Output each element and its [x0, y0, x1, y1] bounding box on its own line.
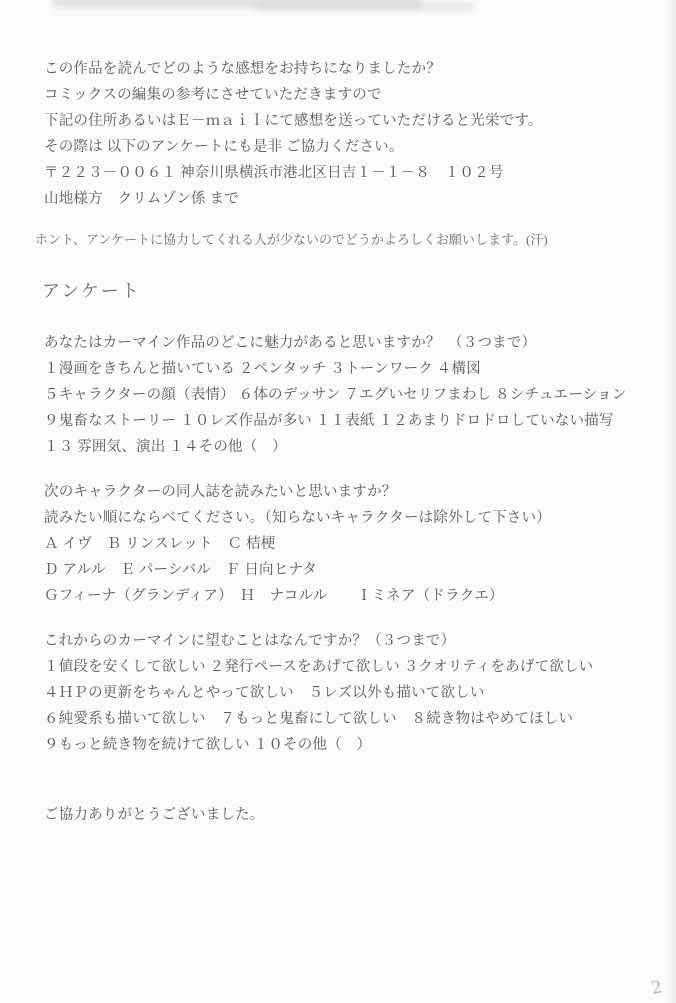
- question-1-options: ９鬼畜なストーリー １０レズ作品が多い １１表紙 １２あまりドロドロしていない描写: [44, 413, 614, 429]
- question-2-title: 次のキャラクターの同人誌を読みたいと思いますか？: [44, 484, 397, 500]
- question-1-options: １漫画をきちんと描いている ２ペンタッチ ３トーンワーク ４構図: [44, 361, 481, 377]
- survey-heading: アンケート: [42, 281, 141, 301]
- page-number: 2: [649, 976, 664, 999]
- question-3-options: ４ＨＰの更新をちゃんとやって欲しい ５レズ以外も描いて欲しい: [44, 685, 485, 701]
- author-note-line: ホント、アンケートに協力してくれる人が少ないのでどうかよろしくお願いします。(汗): [35, 232, 548, 247]
- closing-paragraph: [44, 802, 656, 828]
- question-2-options: Ｄ アルル Ｅ パーシバル Ｆ 日向ヒナタ: [44, 562, 318, 578]
- question-2-block: [44, 479, 656, 609]
- question-1-block: [44, 330, 656, 460]
- scan-artifact-right-edge: [666, 0, 676, 1003]
- intro-line: 下記の住所あるいはＥ－ｍａｉｌにて感想を送っていただけると光栄です。: [44, 113, 543, 129]
- question-2-options: Ｇフィーナ（グランディア） Ｈ ナコルル Ｉミネア（ドラクエ）: [44, 588, 504, 604]
- question-1-title: あなたはカーマイン作品のどこに魅力があると思いますか？ （３つまで）: [44, 335, 537, 351]
- mailing-address-line: 山地様方 クリムゾン係 まで: [44, 191, 239, 207]
- closing-line: ご協力ありがとうございました。: [44, 807, 265, 823]
- intro-paragraph: [44, 56, 656, 212]
- question-1-options: １３ 雰囲気、演出 １４その他（ ）: [44, 439, 287, 455]
- question-3-options: １値段を安くして欲しい ２発行ペースをあげて欲しい ３クオリティをあげて欲しい: [44, 659, 594, 675]
- question-3-title: これからのカーマインに望むことはなんですか？（３つまで）: [44, 633, 456, 649]
- scan-artifact-top-smudge-2: [255, 2, 475, 11]
- question-3-options: ９もっと続き物を続けて欲しい １０その他（ ）: [44, 737, 372, 753]
- intro-line: コミックスの編集の参考にさせていただきますので: [44, 87, 382, 103]
- intro-line: この作品を読んでどのような感想をお持ちになりましたか？: [44, 61, 441, 77]
- question-2-instruction: 読みたい順にならべてください。（知らないキャラクターは除外して下さい）: [44, 510, 551, 526]
- question-2-options: Ａ イヴ Ｂ リンスレット Ｃ 桔梗: [44, 536, 276, 552]
- intro-line: その際は 以下のアンケートにも是非 ご協力ください。: [44, 139, 404, 155]
- question-1-options: ５キャラクターの顔（表情） ６体のデッサン ７エグいセリフまわし ８シチュエーション: [44, 387, 627, 403]
- mailing-address-line: 〒２２３－００６１ 神奈川県横浜市港北区日吉１－１－８ １０２号: [44, 165, 504, 181]
- question-3-block: [44, 628, 656, 758]
- question-3-options: ６純愛系も描いて欲しい ７もっと鬼畜にして欲しい ８続き物はやめてほしい: [44, 711, 574, 727]
